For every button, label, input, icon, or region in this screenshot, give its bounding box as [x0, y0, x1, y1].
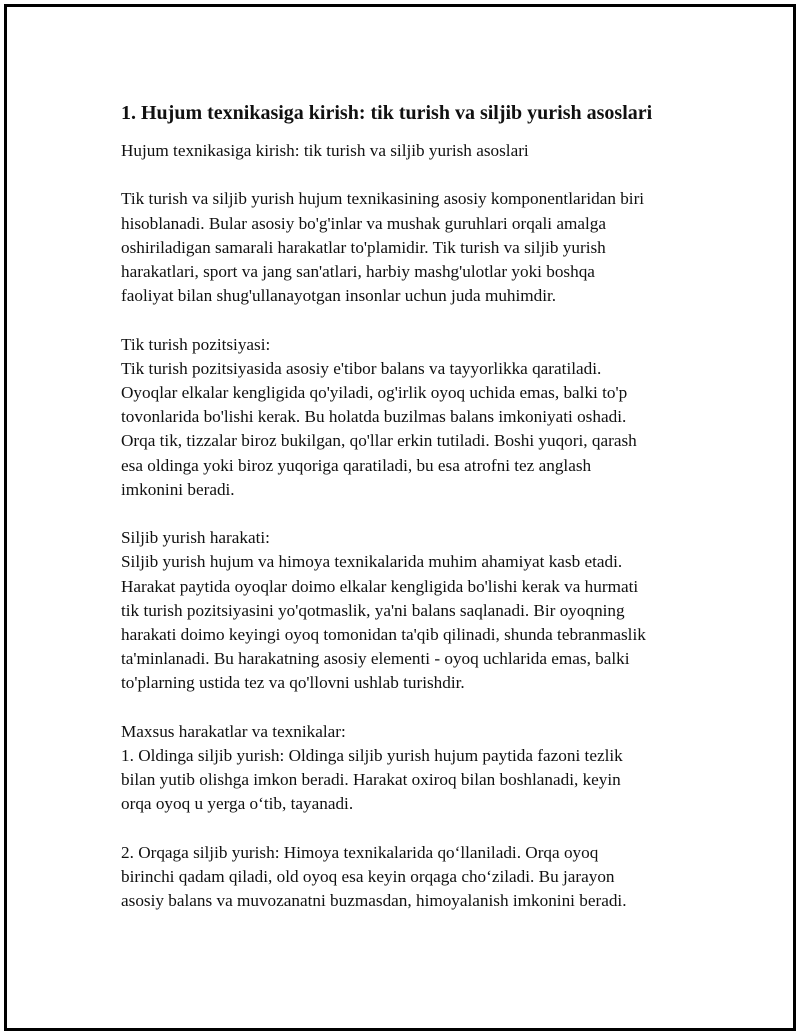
techniques-section: Maxsus harakatlar va texnikalar: 1. Oldinga siljib yurish: Oldinga siljib yurish hujum paytida fazoni tezlik bilan yutib olishga imkon beradi. Harakat oxiroq bilan boshlanadi, keyin orqa oyoq u yerga o‘tib, tayanadi. [121, 721, 623, 814]
intro-paragraph: Tik turish va siljib yurish hujum texnikasining asosiy komponentlaridan biri hisoblanadi. Bular asosiy bo'g'inlar va mushak guruhlari orqali amalga oshiriladigan samarali harakatlar to'plamidir. Tik turish va siljib yurish harakatlari, sport va jang san'atlari, harbiy mashg'ulotlar yoki boshqa faoliyat bilan shug'ullanayotgan insonlar uchun juda muhimdir. [121, 189, 645, 306]
subtitle-paragraph: Hujum texnikasiga kirish: tik turish va siljib yurish asoslari [121, 141, 529, 160]
page-frame [4, 4, 796, 1031]
document-title: 1. Hujum texnikasiga kirish: tik turish va siljib yurish asoslari [121, 102, 653, 124]
movement-section: Siljib yurish harakati: Siljib yurish hujum va himoya texnikalarida muhim ahamiyat kasb etadi. Harakat paytida oyoqlar doimo elkalar kengligida bo'lishi kerak va hurmati tik turish pozitsiyasini yo'qotmaslik, ya'ni balans saqlanadi. Bir oyoqning harakati doimo keyingi oyoq tomonidan ta'qib qilinadi, shunda tebranmaslik ta'minlanadi. Bu harakatning asosiy elementi - oyoq uchlarida emas, balki to'plarning ustida tez va qo'llovni ushlab turishdir. [121, 528, 646, 693]
backward-step-paragraph: 2. Orqaga siljib yurish: Himoya texnikalarida qo‘llaniladi. Orqa oyoq birinchi qadam qiladi, old oyoq esa keyin orqaga cho‘ziladi. Bu jarayon asosiy balans va muvozanatni buzmasdan, himoyalanish imkonini beradi. [121, 842, 627, 911]
stance-section: Tik turish pozitsiyasi: Tik turish pozitsiyasida asosiy e'tibor balans va tayyorlikka qaratiladi. Oyoqlar elkalar kengligida qo'yiladi, og'irlik oyoq uchida emas, balki to'p tovonlarida bo'lishi kerak. Bu holatda buzilmas balans imkoniyati oshadi. Orqa tik, tizzalar biroz bukilgan, qo'llar erkin tutiladi. Boshi yuqori, qarash esa oldinga yoki biroz yuqoriga qaratiladi, bu esa atrofni tez anglash imkonini beradi. [121, 334, 637, 499]
document-body [121, 100, 701, 938]
